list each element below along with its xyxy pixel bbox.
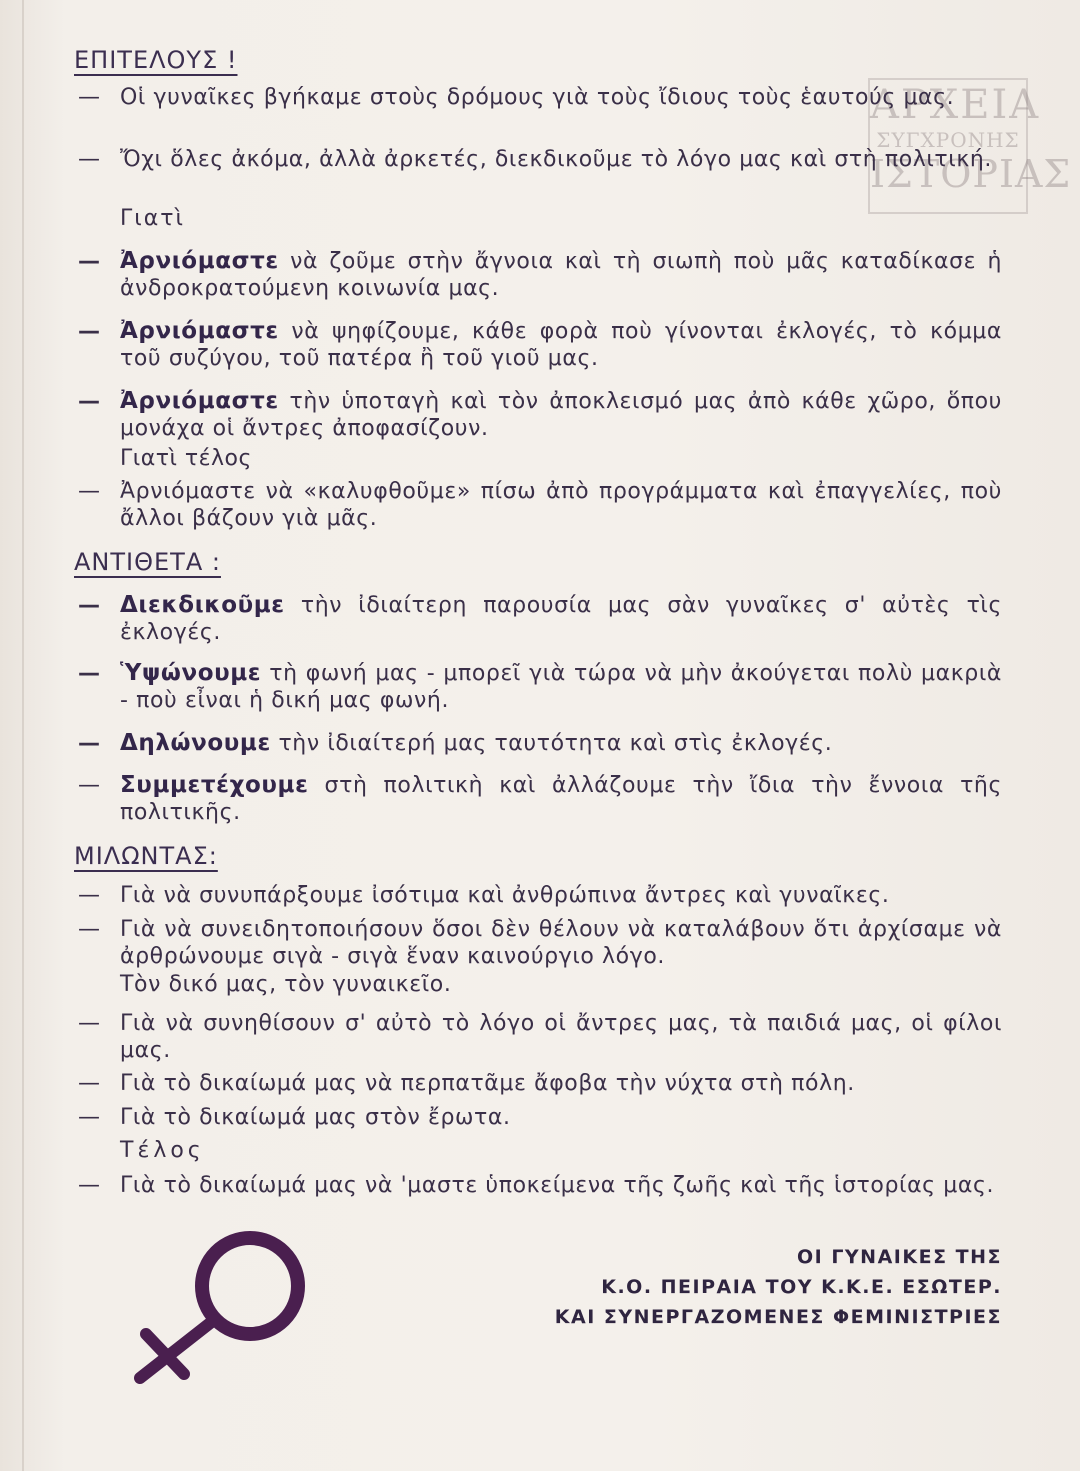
- item-lead: Ἀρνιόμαστε: [120, 318, 279, 344]
- list-item: [78, 84, 1002, 111]
- item-text: Γιὰ νὰ συνυπάρξουμε ἰσότιμα καὶ ἀνθρώπινα ἄντρες καὶ γυναῖκες.: [120, 883, 890, 908]
- interlude-why-finally: Γιατὶ τέλος: [120, 446, 252, 471]
- watermark-line2: ΣΥΓΧΡΟΝΗΣ: [876, 128, 1020, 152]
- item-text: τὴν ἰδιαίτερή μας ταυτότητα καὶ στὶς ἐκλογές.: [270, 731, 833, 756]
- item-text: Γιὰ νὰ συνηθίσουν σ' αὐτὸ τὸ λόγο οἱ ἄντρες μας, τὰ παιδιά μας, οἱ φίλοι μας.: [120, 1011, 1002, 1063]
- list-item: [78, 478, 1002, 532]
- list-item: [78, 388, 1002, 442]
- dash-marker: —: [78, 883, 101, 908]
- item-text: Ὄχι ὅλες ἀκόμα, ἀλλὰ ἀρκετές, διεκδικοῦμε τὸ λόγο μας καὶ στὴ πολιτική.: [120, 147, 993, 172]
- paper-fold: [22, 0, 24, 1471]
- dash-marker: —: [78, 479, 101, 504]
- dash-marker: —: [78, 389, 101, 414]
- list-item: [78, 730, 1002, 757]
- watermark-line3: ΙΣΤΟΡΙΑΣ: [870, 152, 1072, 196]
- section-title-epitelous: ΕΠΙΤΕΛΟΥΣ !: [74, 46, 238, 74]
- female-venus-icon: [118, 1228, 328, 1398]
- item-lead: Δηλώνουμε: [120, 730, 271, 756]
- list-item: [78, 248, 1002, 302]
- item-text: στὴ πολιτικὴ καὶ ἀλλάζουμε τὴν ἴδια τὴν ἔννοια τῆς πολιτικῆς.: [120, 773, 1002, 825]
- item-text: τὴ φωνή μας - μπορεῖ γιὰ τώρα νὰ μὴν ἀκούγεται πολὺ μακριὰ - ποὺ εἶναι ἡ δική μας φωνή.: [120, 661, 1002, 713]
- item-text: Οἱ γυναῖκες βγήκαμε στοὺς δρόμους γιὰ τοὺς ἴδιους τοὺς ἑαυτούς μας.: [120, 85, 955, 110]
- item-lead: Ὑψώνουμε: [120, 660, 262, 686]
- list-item: [78, 1172, 1002, 1199]
- list-item: [78, 916, 1002, 970]
- interlude-finally: Τέλος: [120, 1138, 205, 1163]
- interlude-why: Γιατὶ: [120, 206, 185, 231]
- list-item: [78, 1010, 1002, 1064]
- dash-marker: —: [78, 147, 101, 172]
- item-lead: Ἀρνιόμαστε: [120, 248, 279, 274]
- dash-marker: —: [78, 1105, 101, 1130]
- dash-marker: —: [78, 319, 101, 344]
- item-text: Γιὰ νὰ συνειδητοποιήσουν ὅσοι δὲν θέλουν νὰ καταλάβουν ὅτι ἀρχίσαμε νὰ ἀρθρώνουμε σιγὰ - σιγὰ ἕναν καινούργιο λόγο.: [120, 917, 1002, 969]
- section-title-milontas: ΜΙΛΩΝΤΑΣ:: [74, 842, 218, 870]
- dash-marker: —: [78, 1011, 101, 1036]
- dash-marker: —: [78, 661, 101, 686]
- list-item: [78, 772, 1002, 826]
- dash-marker: —: [78, 593, 101, 618]
- list-item: [78, 592, 1002, 646]
- section-title-antitheta: ΑΝΤΙΘΕΤΑ :: [74, 548, 221, 576]
- list-item: [78, 1070, 1002, 1097]
- item-text: τὴν ὑποταγὴ καὶ τὸν ἀποκλεισμό μας ἀπὸ κάθε χῶρο, ὅπου μονάχα οἱ ἄντρες ἀποφασίζουν.: [120, 389, 1002, 441]
- item-lead: Διεκδικοῦμε: [120, 592, 285, 618]
- dash-marker: —: [78, 85, 101, 110]
- dash-marker: —: [78, 249, 101, 274]
- dash-marker: —: [78, 1173, 101, 1198]
- item-text: τὴν ἰδιαίτερη παρουσία μας σὰν γυναῖκες σ' αὐτὲς τὶς ἐκλογές.: [120, 593, 1002, 645]
- list-item: [78, 660, 1002, 714]
- signature-block: [555, 1242, 1002, 1332]
- dash-marker: —: [78, 917, 101, 942]
- dash-marker: —: [78, 773, 101, 798]
- item-text: Γιὰ τὸ δικαίωμά μας νὰ περπατᾶμε ἄφοβα τὴν νύχτα στὴ πόλη.: [120, 1071, 855, 1096]
- item-text: Γιὰ τὸ δικαίωμά μας νὰ 'μαστε ὑποκείμενα τῆς ζωῆς καὶ τῆς ἱστορίας μας.: [120, 1173, 995, 1198]
- signature-line1: ΟΙ ΓΥΝΑΙΚΕΣ ΤΗΣ: [796, 1246, 1002, 1268]
- item-text: Γιὰ τὸ δικαίωμά μας στὸν ἔρωτα.: [120, 1105, 511, 1130]
- item-text: Ἀρνιόμαστε νὰ «καλυφθοῦμε» πίσω ἀπὸ προγράμματα καὶ ἐπαγγελίες, ποὺ ἄλλοι βάζουν γιὰ μᾶς.: [120, 479, 1002, 531]
- item-lead: Συμμετέχουμε: [120, 772, 309, 798]
- continuation-text: Τὸν δικό μας, τὸν γυναικεῖο.: [120, 972, 452, 997]
- list-item: [78, 146, 1002, 173]
- list-item: [78, 1104, 1002, 1131]
- list-item: [78, 318, 1002, 372]
- list-item: [78, 882, 1002, 909]
- item-text: νὰ ψηφίζουμε, κάθε φορὰ ποὺ γίνονται ἐκλογές, τὸ κόμμα τοῦ συζύγου, τοῦ πατέρα ἢ τοῦ γιοῦ μας.: [120, 319, 1002, 371]
- item-lead: Ἀρνιόμαστε: [120, 388, 279, 414]
- dash-marker: —: [78, 731, 101, 756]
- signature-line3: ΚΑΙ ΣΥΝΕΡΓΑΖΟΜΕΝΕΣ ΦΕΜΙΝΙΣΤΡΙΕΣ: [554, 1306, 1002, 1328]
- signature-line2: Κ.Ο. ΠΕΙΡΑΙΑ ΤΟΥ Κ.Κ.Ε. ΕΣΩΤΕΡ.: [601, 1276, 1002, 1298]
- dash-marker: —: [78, 1071, 101, 1096]
- item-text: νὰ ζοῦμε στὴν ἄγνοια καὶ τὴ σιωπὴ ποὺ μᾶς καταδίκασε ἡ ἀνδροκρατούμενη κοινωνία μας.: [120, 249, 1002, 301]
- watermark-line1: ΑΡΧΕΙΑ: [870, 82, 1041, 128]
